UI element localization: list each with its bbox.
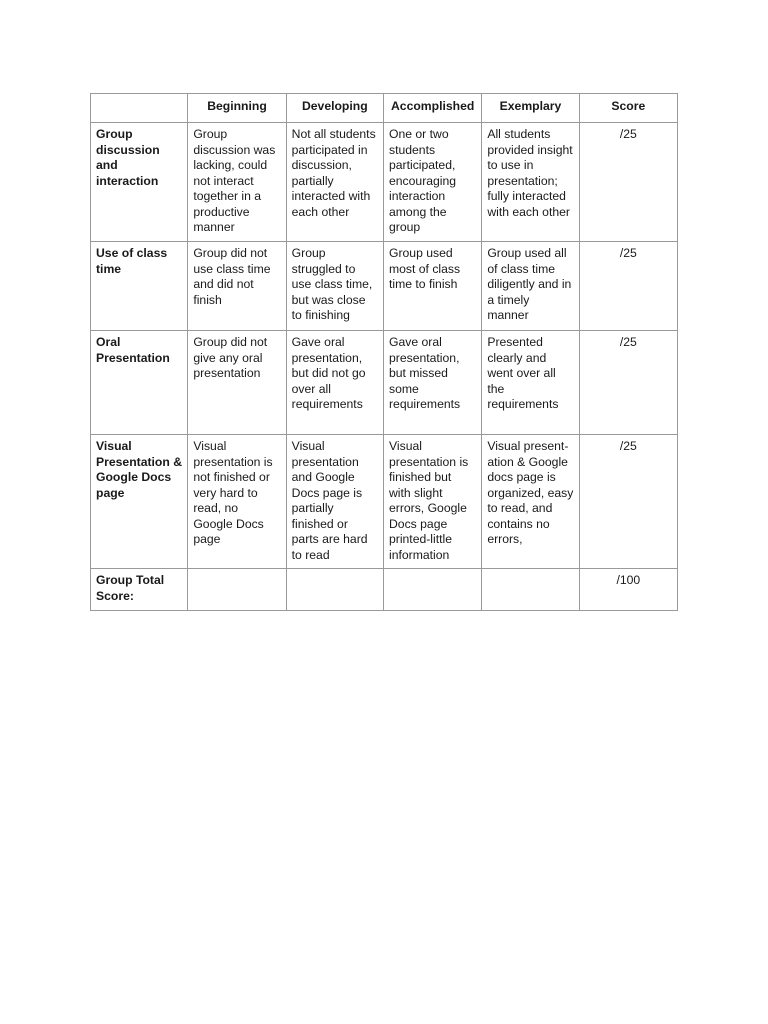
score-cell: /25 xyxy=(579,123,677,242)
header-exemplary: Exemplary xyxy=(482,94,579,123)
header-beginning: Beginning xyxy=(188,94,286,123)
accomplished-cell: Gave oral presentation, but missed some requirements xyxy=(383,331,481,435)
exemplary-cell: Visual present-ation & Google docs page is organized, easy to read, and contains no errors, xyxy=(482,435,579,569)
table-row xyxy=(91,435,678,569)
accomplished-cell: Group used most of class time to finish xyxy=(383,242,481,331)
rubric-table xyxy=(90,93,678,611)
developing-cell: Visual presentation and Google Docs page is partially finished or parts are hard to read xyxy=(286,435,383,569)
table-row xyxy=(91,123,678,242)
developing-cell: Gave oral presentation, but did not go over all requirements xyxy=(286,331,383,435)
empty-cell xyxy=(482,569,579,611)
total-label-cell: Group Total Score: xyxy=(91,569,188,611)
criterion-cell: Oral Presentation xyxy=(91,331,188,435)
header-score: Score xyxy=(579,94,677,123)
criterion-cell: Use of class time xyxy=(91,242,188,331)
header-developing: Developing xyxy=(286,94,383,123)
criterion-cell: Group discussion and interaction xyxy=(91,123,188,242)
table-row xyxy=(91,242,678,331)
score-cell: /25 xyxy=(579,331,677,435)
total-score-cell: /100 xyxy=(579,569,677,611)
score-cell: /25 xyxy=(579,242,677,331)
total-row xyxy=(91,569,678,611)
table-row xyxy=(91,331,678,435)
header-accomplished: Accomplished xyxy=(383,94,481,123)
accomplished-cell: One or two students participated, encouraging interaction among the group xyxy=(383,123,481,242)
empty-cell xyxy=(188,569,286,611)
empty-cell xyxy=(286,569,383,611)
exemplary-cell: Group used all of class time diligently and in a timely manner xyxy=(482,242,579,331)
beginning-cell: Group did not give any oral presentation xyxy=(188,331,286,435)
beginning-cell: Group discussion was lacking, could not interact together in a productive manner xyxy=(188,123,286,242)
beginning-cell: Group did not use class time and did not finish xyxy=(188,242,286,331)
header-blank-cell xyxy=(91,94,188,123)
beginning-cell: Visual presentation is not finished or very hard to read, no Google Docs page xyxy=(188,435,286,569)
developing-cell: Not all students participated in discussion, partially interacted with each other xyxy=(286,123,383,242)
score-cell: /25 xyxy=(579,435,677,569)
criterion-cell: Visual Presentation & Google Docs page xyxy=(91,435,188,569)
developing-cell: Group struggled to use class time, but was close to finishing xyxy=(286,242,383,331)
empty-cell xyxy=(383,569,481,611)
accomplished-cell: Visual presentation is finished but with slight errors, Google Docs page printed-little information xyxy=(383,435,481,569)
exemplary-cell: Presented clearly and went over all the requirements xyxy=(482,331,579,435)
exemplary-cell: All students provided insight to use in presentation; fully interacted with each other xyxy=(482,123,579,242)
header-row xyxy=(91,94,678,123)
